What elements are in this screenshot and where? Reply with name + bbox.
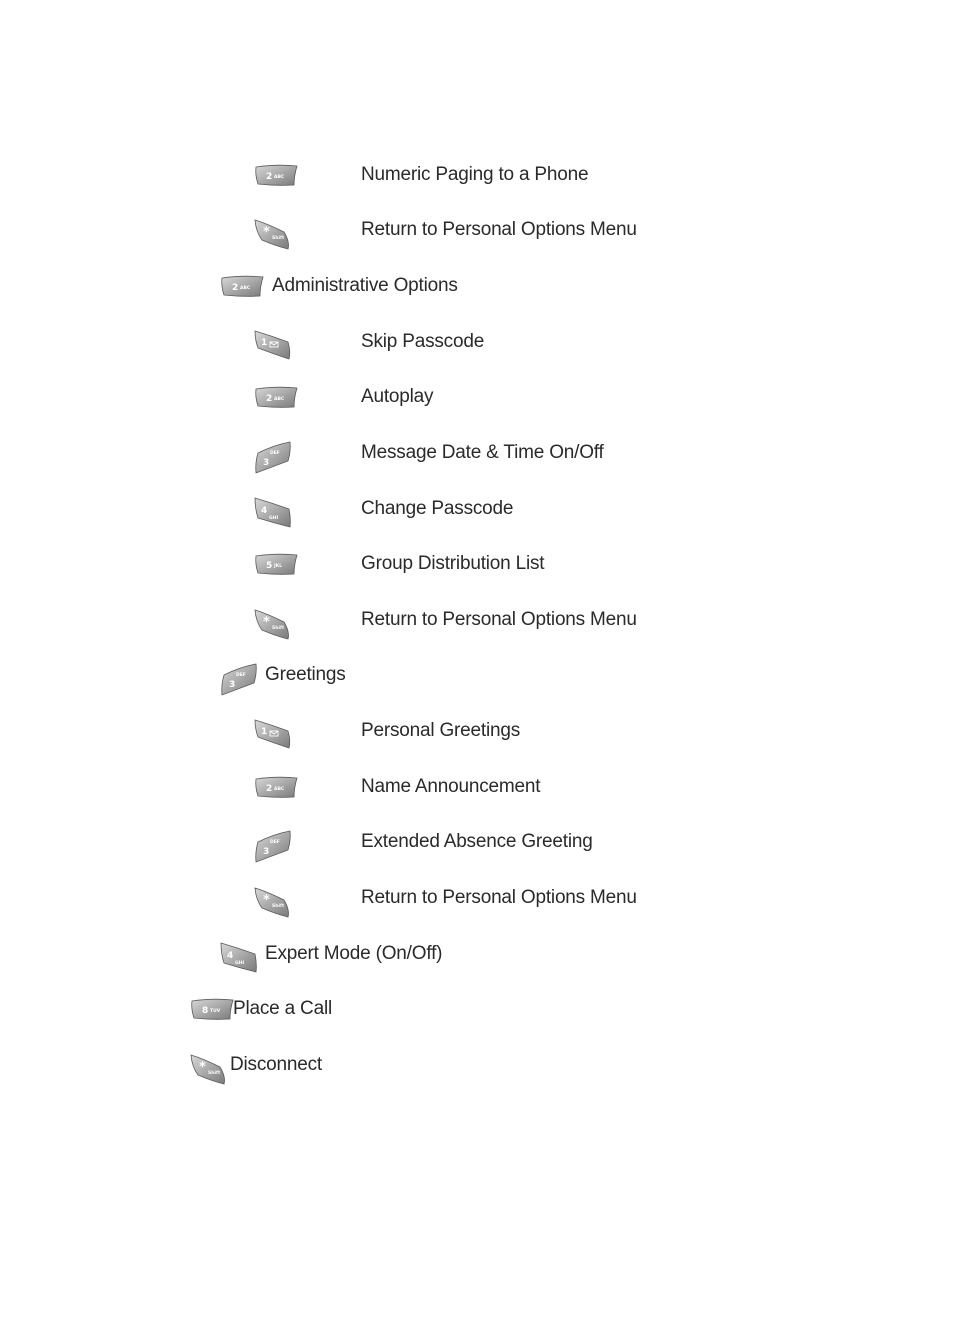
menu-item-label: Numeric Paging to a Phone bbox=[361, 164, 589, 185]
key-3-icon bbox=[220, 663, 260, 695]
key-2-icon bbox=[220, 274, 260, 306]
star-key-icon bbox=[254, 886, 294, 918]
svg-text:DEF: DEF bbox=[270, 840, 280, 845]
star-key-icon bbox=[254, 218, 294, 250]
svg-text:Shift: Shift bbox=[208, 1071, 221, 1076]
svg-text:4: 4 bbox=[227, 951, 234, 961]
menu-item-label: Place a Call bbox=[233, 998, 332, 1019]
menu-item-label: Name Announcement bbox=[361, 776, 541, 797]
key-5-icon bbox=[254, 552, 294, 584]
menu-item-label: Group Distribution List bbox=[361, 553, 545, 574]
svg-text:*: * bbox=[263, 615, 270, 630]
star-key-icon bbox=[254, 608, 294, 640]
svg-text:3: 3 bbox=[263, 847, 270, 857]
star-key-icon bbox=[190, 1053, 230, 1085]
svg-text:1: 1 bbox=[261, 338, 268, 348]
svg-text:Shift: Shift bbox=[272, 904, 285, 909]
key-1-icon bbox=[254, 719, 294, 751]
svg-text:TUV: TUV bbox=[210, 1009, 221, 1014]
svg-text:1: 1 bbox=[261, 727, 268, 737]
svg-text:JKL: JKL bbox=[274, 564, 283, 569]
svg-text:4: 4 bbox=[261, 506, 268, 516]
svg-text:2: 2 bbox=[266, 172, 273, 182]
svg-text:ABC: ABC bbox=[274, 175, 285, 180]
key-3-icon bbox=[254, 441, 294, 473]
svg-text:Shift: Shift bbox=[272, 236, 285, 241]
key-3-icon bbox=[254, 830, 294, 862]
svg-text:DEF: DEF bbox=[236, 673, 246, 678]
svg-text:ABC: ABC bbox=[274, 787, 285, 792]
menu-item-label: Expert Mode (On/Off) bbox=[265, 943, 443, 964]
menu-item-label: Change Passcode bbox=[361, 498, 514, 519]
menu-item-label: Greetings bbox=[265, 664, 346, 685]
svg-text:ABC: ABC bbox=[240, 286, 251, 291]
menu-item-label: Return to Personal Options Menu bbox=[361, 887, 637, 908]
svg-text:3: 3 bbox=[263, 458, 270, 468]
menu-item-label: Disconnect bbox=[230, 1054, 322, 1075]
svg-text:5: 5 bbox=[266, 561, 273, 571]
menu-item-label: Return to Personal Options Menu bbox=[361, 609, 637, 630]
svg-text:*: * bbox=[199, 1060, 206, 1075]
svg-text:*: * bbox=[263, 893, 270, 908]
svg-text:2: 2 bbox=[266, 784, 273, 794]
menu-item-label: Extended Absence Greeting bbox=[361, 831, 593, 852]
key-2-icon bbox=[254, 163, 294, 195]
menu-item-label: Skip Passcode bbox=[361, 331, 485, 352]
key-4-icon bbox=[254, 497, 294, 529]
menu-item-label: Autoplay bbox=[361, 386, 434, 407]
svg-text:2: 2 bbox=[266, 394, 273, 404]
menu-item-label: Administrative Options bbox=[272, 275, 458, 296]
svg-text:Shift: Shift bbox=[272, 626, 285, 631]
menu-item-label: Personal Greetings bbox=[361, 720, 521, 741]
key-2-icon bbox=[254, 775, 294, 807]
key-8-icon bbox=[190, 997, 230, 1029]
svg-text:GHI: GHI bbox=[235, 961, 245, 966]
svg-text:3: 3 bbox=[229, 680, 236, 690]
svg-text:*: * bbox=[263, 225, 270, 240]
menu-item-label: Message Date & Time On/Off bbox=[361, 442, 604, 463]
svg-text:GHI: GHI bbox=[269, 516, 279, 521]
menu-item-label: Return to Personal Options Menu bbox=[361, 219, 637, 240]
svg-text:ABC: ABC bbox=[274, 397, 285, 402]
svg-text:DEF: DEF bbox=[270, 451, 280, 456]
key-2-icon bbox=[254, 385, 294, 417]
svg-text:8: 8 bbox=[202, 1006, 209, 1016]
key-4-icon bbox=[220, 942, 260, 974]
key-1-icon bbox=[254, 330, 294, 362]
svg-text:2: 2 bbox=[232, 283, 239, 293]
